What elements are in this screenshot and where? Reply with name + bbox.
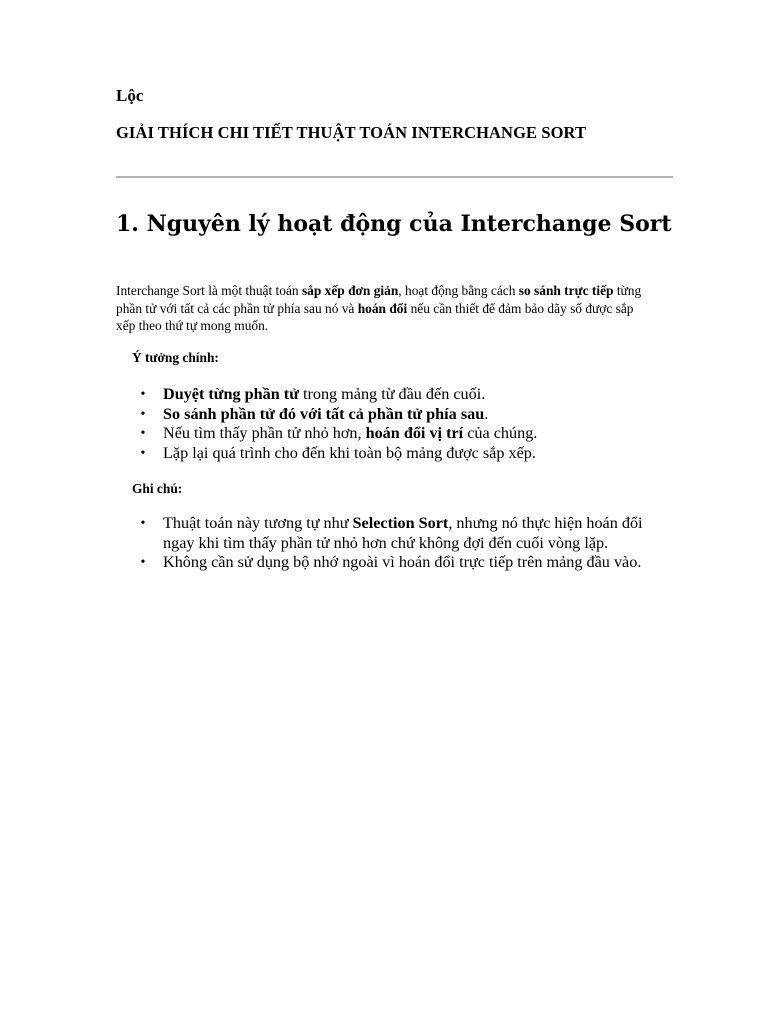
- intro-text: , hoạt động bằng cách: [398, 283, 519, 298]
- item-text: .: [484, 404, 489, 423]
- intro-bold: so sánh trực tiếp: [518, 283, 614, 298]
- intro-text: từng phần tử với tất cả các phần tử phía sau nó và: [116, 283, 642, 316]
- bullet-icon: •: [140, 555, 146, 570]
- list-item: [116, 514, 646, 553]
- notes-label: Ghi chú:: [132, 481, 183, 496]
- item-text: Không cần sử dụng bộ nhớ ngoài vì hoán đổi trực tiếp trên mảng đầu vào.: [163, 553, 642, 571]
- item-text: , nhưng nó thực hiện hoán đổi ngay khi tìm thấy phần tử nhỏ hơn chứ không đợi đến cuối vòng lặp.: [163, 514, 643, 552]
- item-bold: Selection Sort: [352, 514, 449, 532]
- item-text: Thuật toán này tương tự như: [163, 514, 353, 532]
- intro-bold: hoán đổi: [357, 300, 408, 316]
- bullet-icon: •: [140, 406, 146, 422]
- item-bold: hoán đổi vị trí: [365, 424, 464, 442]
- intro-bold: sắp xếp đơn giản: [301, 283, 399, 298]
- list-item: [116, 424, 646, 444]
- item-text: Nếu tìm thấy phần tử nhỏ hơn,: [163, 424, 366, 442]
- item-text: của chúng.: [463, 424, 538, 442]
- main-idea-list: [116, 385, 646, 463]
- author-name: Lộc: [116, 86, 144, 105]
- list-item: [116, 405, 646, 425]
- title-divider: [116, 176, 673, 178]
- list-item: [116, 385, 646, 405]
- item-text: trong mảng từ đầu đến cuối.: [298, 385, 486, 403]
- item-text: Lặp lại quá trình cho đến khi toàn bộ mảng được sắp xếp.: [163, 443, 536, 462]
- intro-paragraph: [116, 282, 656, 335]
- item-bold: Duyệt từng phần tử: [163, 385, 299, 403]
- bullet-icon: •: [140, 387, 146, 402]
- bullet-icon: •: [140, 445, 146, 461]
- document-title: GIẢI THÍCH CHI TIẾT THUẬT TOÁN INTERCHANGE SORT: [116, 123, 587, 142]
- intro-text: nếu cần thiết để đảm bảo dãy số được sắp xếp theo thứ tự mong muốn.: [116, 300, 634, 333]
- bullet-icon: •: [140, 426, 146, 441]
- item-bold: So sánh phần tử đó với tất cả phần tử phía sau: [163, 404, 485, 423]
- section-heading: 1. Nguyên lý hoạt động của Interchange Sort: [116, 211, 672, 237]
- intro-text: Interchange Sort là một thuật toán: [116, 283, 302, 298]
- notes-list: [116, 514, 646, 573]
- list-item: [116, 444, 646, 464]
- bullet-icon: •: [140, 516, 146, 531]
- main-idea-label: Ý tưởng chính:: [132, 350, 219, 365]
- list-item: [116, 553, 646, 573]
